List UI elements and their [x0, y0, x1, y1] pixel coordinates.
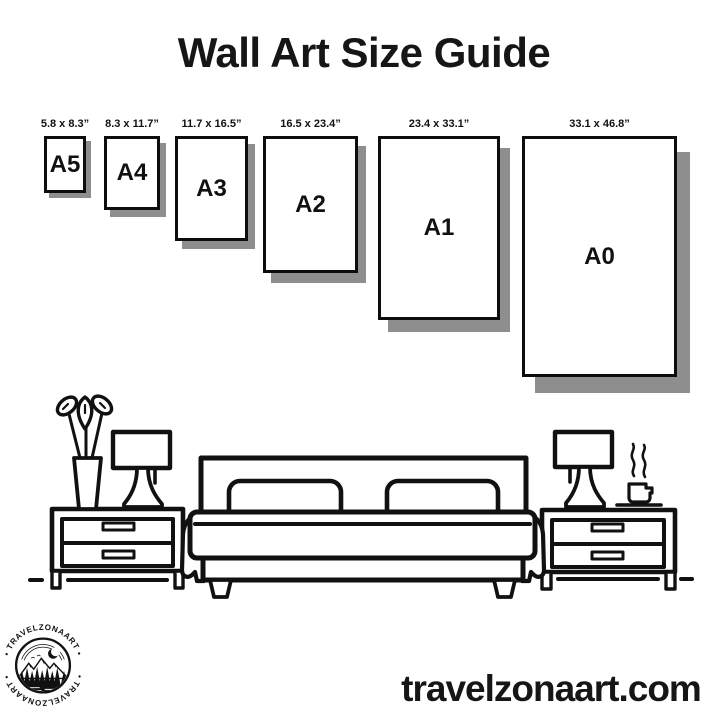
logo-arc-text-bottom: • TRAVELZONAART • [1, 673, 85, 707]
nightstand-left-icon [52, 509, 183, 588]
size-name: A0 [584, 242, 615, 270]
size-name: A1 [423, 214, 455, 241]
website-url: travelzonaart.com [401, 668, 701, 709]
size-dims-label: 23.4 x 33.1” [408, 118, 470, 130]
coffee-cup-icon [617, 444, 661, 505]
bed-mattress [190, 512, 535, 597]
page-title: Wall Art Size Guide [177, 29, 551, 76]
travelzonaart-logo [1, 623, 85, 707]
size-name: A4 [116, 159, 148, 186]
size-dims-label: 5.8 x 8.3” [40, 118, 90, 130]
size-name: A3 [196, 174, 227, 202]
plant-vase-icon [54, 393, 115, 509]
size-dims-label: 33.1 x 46.8” [569, 118, 630, 130]
size-name: A2 [295, 190, 326, 218]
table-lamp-left-icon [113, 432, 170, 507]
logo-arc-text-top: • TRAVELZONAART • [2, 623, 84, 657]
size-name: A5 [49, 150, 81, 178]
size-dims-label: 16.5 x 23.4” [280, 118, 341, 130]
table-lamp-right-icon [555, 432, 612, 507]
size-dims-label: 8.3 x 11.7” [105, 118, 159, 130]
size-dims-label: 11.7 x 16.5” [181, 118, 242, 130]
